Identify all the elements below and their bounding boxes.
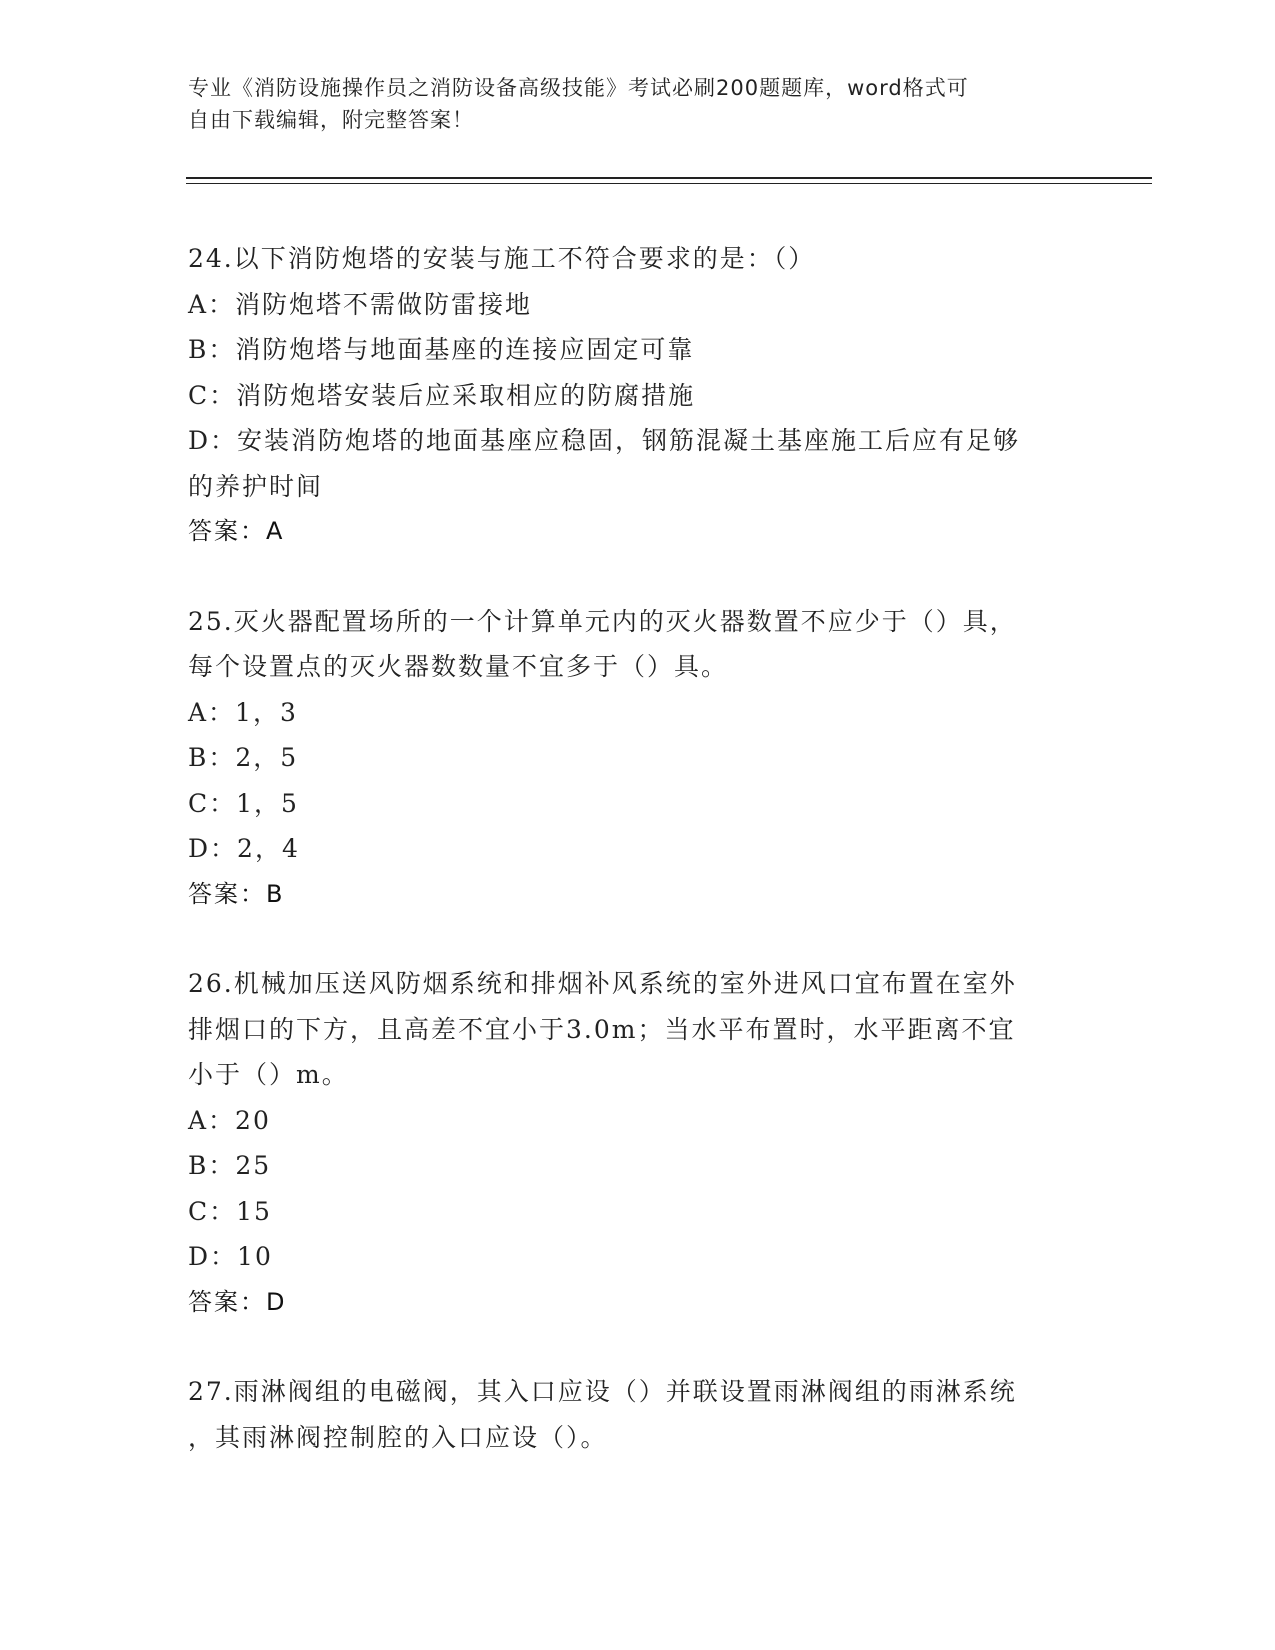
option-d: D：10 <box>188 1242 273 1271</box>
option-d: D：安装消防炮塔的地面基座应稳固，钢筋混凝土基座施工后应有足够 <box>188 426 1021 455</box>
question-26 <box>188 961 1068 1325</box>
question-text: 24.以下消防炮塔的安装与施工不符合要求的是：（） <box>188 244 816 273</box>
document-header <box>188 72 1088 136</box>
option-c: C：消防炮塔安装后应采取相应的防腐措施 <box>188 380 696 410</box>
question-text: 26.机械加压送风防烟系统和排烟补风系统的室外进风口宜布置在室外 <box>188 969 1017 998</box>
option-b: B：25 <box>188 1151 272 1180</box>
question-text: ，其雨淋阀控制腔的入口应设（）。 <box>188 1422 608 1452</box>
question-text: 27.雨淋阀组的电磁阀，其入口应设（）并联设置雨淋阀组的雨淋系统 <box>188 1377 1017 1406</box>
option-d-continued: 的养护时间 <box>188 471 324 501</box>
option-d: D：2，4 <box>188 834 300 863</box>
option-a: A：消防炮塔不需做防雷接地 <box>188 289 533 319</box>
spacer <box>188 555 1068 599</box>
question-text: 排烟口的下方，且高差不宜小于3.0m；当水平布置时，水平距离不宜 <box>188 1014 1016 1044</box>
option-a: A：1，3 <box>188 697 298 727</box>
header-line-2: 自由下载编辑，附完整答案！ <box>188 108 474 132</box>
question-24 <box>188 236 1068 555</box>
option-c: C：1，5 <box>188 788 299 818</box>
spacer <box>188 917 1068 961</box>
answer: 答案：A <box>188 517 285 545</box>
question-text: 25.灭火器配置场所的一个计算单元内的灭火器数置不应少于（）具， <box>188 606 1017 636</box>
question-27 <box>188 1369 1068 1460</box>
header-line-1: 专业《消防设施操作员之消防设备高级技能》考试必刷200题题库，word格式可 <box>188 76 969 100</box>
spacer <box>188 1325 1068 1369</box>
option-b: B：消防炮塔与地面基座的连接应固定可靠 <box>188 335 695 364</box>
answer: 答案：D <box>188 1287 287 1316</box>
question-25 <box>188 599 1068 918</box>
option-c: C：15 <box>188 1196 272 1226</box>
question-list <box>188 236 1068 1460</box>
answer: 答案：B <box>188 879 285 908</box>
header-rule-thick <box>186 177 1152 179</box>
option-b: B：2，5 <box>188 743 299 772</box>
option-a: A：20 <box>188 1105 271 1135</box>
question-text: 每个设置点的灭火器数数量不宜多于（）具。 <box>188 652 729 681</box>
header-rule-thin <box>186 183 1152 184</box>
question-text: 小于（）m。 <box>188 1060 349 1089</box>
